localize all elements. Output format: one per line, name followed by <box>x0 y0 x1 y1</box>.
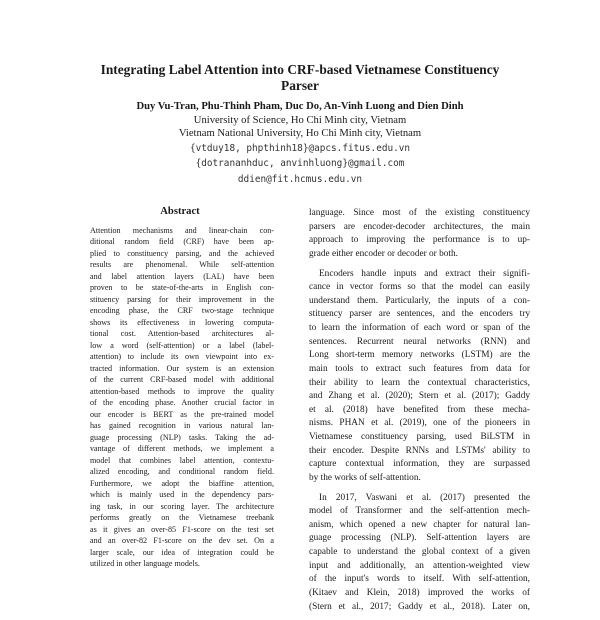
body-line: nisms. PHAN et al. (2019), one of the pioneers in <box>309 418 530 429</box>
abstract-line: has gained recognition in various natural lan- <box>90 421 274 431</box>
affiliation-1: University of Science, Ho Chi Minh city, Vietnam <box>193 115 407 126</box>
email-line-3: ddien@fit.hcmus.edu.vn <box>237 174 363 185</box>
abstract-line: our encoder is BERT as the pre-trained model <box>90 409 274 419</box>
body-line: parsers are encoder-decoder architectures, the main <box>309 221 530 232</box>
abstract-line: performs greatly on the Vietnamese treebank <box>90 513 274 523</box>
body-paragraph-1 <box>309 207 530 262</box>
body-line: and Zhang et al. (2020); Stern et al. (2017); Gaddy <box>309 391 530 402</box>
abstract-line: Furthermore, we adopt the biaffine attention, <box>90 478 274 488</box>
abstract-line: which is mainly used in the dependency pars- <box>90 490 274 500</box>
abstract-line: of the current CRF-based model with additional <box>90 375 274 385</box>
affiliation-2: Vietnam National University, Ho Chi Minh city, Vietnam <box>178 128 422 139</box>
body-line: anism, which opened a new chapter for natural lan- <box>309 519 530 530</box>
abstract-heading: Abstract <box>160 206 200 217</box>
body-line: main tools to extract such features from data for <box>309 363 530 374</box>
abstract-line: and an over-82 F1-score on the dev set. On a <box>90 536 274 546</box>
body-line: grade either encoder or decoder or both. <box>309 248 458 259</box>
abstract-line: larger scale, our idea of integration could be <box>90 547 274 557</box>
body-line: understand them. Particularly, the inputs of a con- <box>309 295 530 306</box>
abstract-line: of the encoding phase. Another crucial factor in <box>90 398 274 408</box>
body-line: of the input's words to itself. With self-attention, <box>309 574 530 585</box>
abstract-line: attention) to include its own viewpoint into ex- <box>90 352 274 362</box>
abstract-line: proven to be state-of-the-arts in English con- <box>90 283 274 293</box>
body-line: cance in vector forms so that the model can easily <box>309 282 530 293</box>
body-line: (Stern et al., 2017; Gaddy et al., 2018). Later on, <box>309 601 530 612</box>
body-line: In 2017, Vaswani et al. (2017) presented the <box>319 492 530 503</box>
abstract-line: model that combines label attention, contextu- <box>90 455 274 465</box>
abstract-line: attention-based methods to improve the quality <box>90 386 274 396</box>
abstract-line: plied to constituency parsing, and the achieved <box>90 248 274 258</box>
abstract-body <box>90 225 274 570</box>
right-column <box>309 207 530 620</box>
abstract-line: encoding phase, the CRF two-stage technique <box>90 306 274 316</box>
email-line-1: {vtduy18, phpthinh18}@apcs.fitus.edu.vn <box>189 143 411 154</box>
body-line: (Kitaev and Klein, 2018) improved the works of <box>309 587 530 598</box>
body-line: their ability to learn the contextual characteristics, <box>309 377 530 388</box>
abstract-line: guage processing (NLP) tasks. Taking the ad- <box>90 432 274 442</box>
body-line: model of Transformer and the self-attention mech- <box>309 506 530 517</box>
abstract-line: ing task, in our scoring layer. The architecture <box>90 501 274 511</box>
abstract-line: stituency parsing for their improvement in the <box>90 294 274 304</box>
abstract-line: tional cost. Attention-based architectures al- <box>90 329 274 339</box>
abstract-line: tracted information. Our system is an extension <box>90 363 274 373</box>
abstract-line: shows its effectiveness in lowering computa- <box>90 317 274 327</box>
body-line: input and additionally, an attention-weighted view <box>309 560 530 571</box>
abstract-line: Attention mechanisms and linear-chain con- <box>90 226 274 235</box>
author-list: Duy Vu-Tran, Phu-Thinh Pham, Duc Do, An-Vinh Luong and Dien Dinh <box>136 101 464 112</box>
abstract-line: and label attention layers (LAL) have been <box>90 271 274 281</box>
body-line: by the works of self-attention. <box>309 472 421 483</box>
title-line-2: Parser <box>281 78 319 93</box>
paper-title <box>60 62 540 94</box>
body-line: Encoders handle inputs and extract their signifi- <box>319 268 530 279</box>
body-line: approach to improving the performance is to up- <box>309 235 530 246</box>
body-line: Long short-term memory networks (LSTM) are the <box>309 350 530 361</box>
body-line: their encoder. Despite RNNs and LSTMs' ability to <box>309 445 530 456</box>
abstract-line: utilized in other language models. <box>90 559 200 569</box>
body-paragraph-2 <box>309 268 530 486</box>
abstract-line: vantage of different methods, we implement a <box>90 444 274 454</box>
abstract-line: results are phenomenal. While self-attention <box>90 260 274 270</box>
title-line-1: Integrating Label Attention into CRF-based Vietnamese Constituency <box>100 62 500 77</box>
body-line: capture contextual information, they are surpassed <box>309 459 530 470</box>
body-paragraph-3 <box>309 492 530 615</box>
email-line-2: {dotrananhduc, anvinhluong}@gmail.com <box>195 158 405 169</box>
body-line: guage processing (NLP). Self-attention layers are <box>309 533 530 544</box>
abstract-line: as it gives an over-85 F1-score on the test set <box>90 524 274 534</box>
body-line: language. Since most of the existing constituency <box>309 208 530 218</box>
body-line: sentences. Recurrent neural networks (RNN) and <box>309 336 530 347</box>
body-line: capable to understand the global context of a given <box>309 547 530 557</box>
body-line: Vietnamese constituency parsing, used BiLSTM in <box>309 432 530 442</box>
abstract-line: ditional random field (CRF) have been ap- <box>90 237 274 247</box>
body-line: to learn the information of each word or span of the <box>309 323 530 333</box>
body-line: et al. (2018) have benefited from these mecha- <box>309 404 530 415</box>
abstract-line: low a word (self-attention) or a label (label- <box>90 340 274 350</box>
abstract-line: alized encoding, and conditional random field. <box>90 467 274 477</box>
body-line: stituency parser are sentences, and the encoders try <box>309 309 530 320</box>
